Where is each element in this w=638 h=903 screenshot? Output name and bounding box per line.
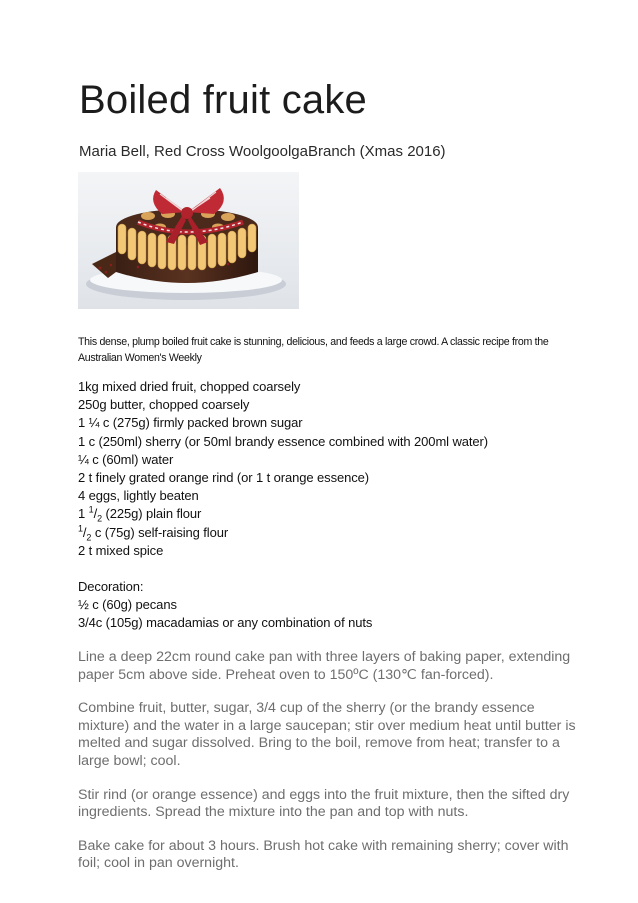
method-step: Line a deep 22cm round cake pan with three layers of baking paper, extending paper 5cm above side. Preheat oven to 150ºC (130℃ fan-forced). [78, 649, 571, 683]
method-step: Bake cake for about 3 hours. Brush hot cake with remaining sherry; cover with foil; cool in pan overnight. [78, 837, 569, 872]
cake-illustration [78, 172, 299, 309]
ingredient-item: 250g butter, chopped coarsely [78, 397, 250, 413]
ingredient-item: 2 t mixed spice [78, 542, 164, 558]
fraction-numerator: 1 [88, 504, 94, 515]
ingredient-item: 1 ¼ c (275g) firmly packed brown sugar [78, 415, 303, 431]
ingredient-item-sr-flour: $^1/_2$ c (75g) self-raising flour [78, 523, 229, 543]
page-title: Boiled fruit cake [79, 78, 367, 122]
intro-text: This dense, plump boiled fruit cake is stunning, delicious, and feeds a large crowd. A classic recipe from the Australian Women's Weekly [78, 336, 549, 364]
ingredient-text: (225g) plain flour [105, 506, 202, 522]
fraction-whole: 1 [78, 506, 86, 522]
ingredient-text: c (75g) self-raising flour [94, 524, 229, 540]
fraction-numerator: 1 [78, 523, 83, 534]
byline: Maria Bell, Red Cross WoolgoolgaBranch (Xmas 2016) [79, 143, 446, 160]
fraction-denominator: 2 [86, 532, 92, 543]
method-step: Stir rind (or orange essence) and eggs into the fruit mixture, then the sifted dry ingredients. Spread the mixture into the pan and top with nuts. [78, 786, 570, 821]
decoration-heading: Decoration: [78, 579, 144, 595]
ingredients-list [78, 378, 598, 633]
ingredient-item: 1kg mixed dried fruit, chopped coarsely [78, 379, 301, 394]
decoration-item: ½ c (60g) pecans [78, 597, 177, 613]
decoration-item: 3/4c (105g) macadamias or any combination of nuts [78, 615, 373, 631]
cake-photo [78, 172, 299, 309]
ingredient-item-plain-flour: 1 $^1/_2$ (225g) plain flour [78, 504, 202, 524]
method-step: Combine fruit, butter, sugar, 3/4 cup of the sherry (or the brandy essence mixture) and the water in a large saucepan; stir over medium heat until butter is melted and sugar dissolved. Bring to the boil, remove from heat; transfer to a large bowl; cool. [78, 700, 576, 769]
ingredient-item: ¼ c (60ml) water [78, 451, 174, 467]
fraction-denominator: 2 [97, 513, 102, 524]
ingredient-item: 4 eggs, lightly beaten [78, 488, 199, 504]
ingredient-item: 1 c (250ml) sherry (or 50ml brandy essence combined with 200ml water) [78, 433, 488, 449]
method-steps [78, 649, 578, 889]
ingredient-item: 2 t finely grated orange rind (or 1 t orange essence) [78, 469, 369, 485]
